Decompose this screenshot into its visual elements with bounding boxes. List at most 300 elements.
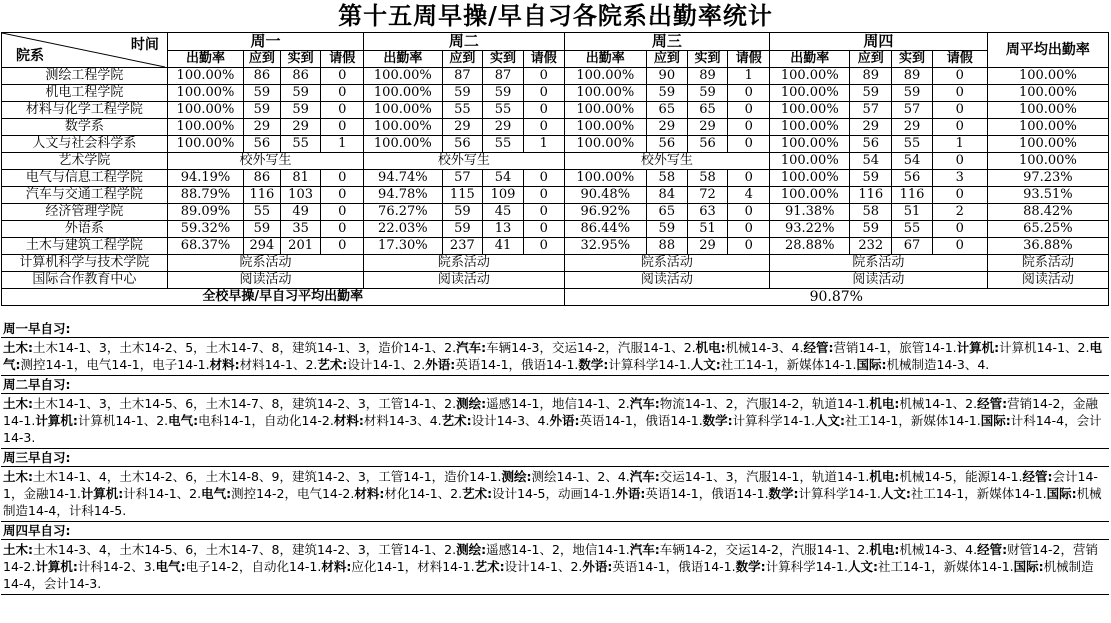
class-list: 计算科学14-1. (608, 357, 691, 372)
week-avg-header: 周平均出勤率 (987, 33, 1108, 68)
due-cell: 58 (850, 204, 892, 221)
due-cell: 59 (850, 221, 892, 238)
table-row (2, 153, 1109, 170)
present-cell: 54 (892, 153, 933, 170)
present-cell: 59 (892, 85, 933, 102)
table-row (2, 136, 1109, 153)
college-key: 国际: (1013, 559, 1044, 574)
rate-cell: 100.00% (770, 68, 850, 85)
class-list: 设计14-3、4. (471, 413, 550, 428)
college-key: 国际: (856, 357, 887, 372)
day-header-thu: 周四 (770, 33, 988, 51)
college-key: 测绘: (501, 469, 532, 484)
leave-cell: 3 (932, 170, 987, 187)
due-cell: 55 (442, 102, 483, 119)
class-list: 财管14-2，营销14-2. (3, 542, 1098, 574)
leave-cell: 0 (321, 68, 364, 85)
due-cell: 29 (850, 119, 892, 136)
schedule-body (1, 394, 1109, 449)
rate-cell: 100.00% (564, 119, 646, 136)
present-cell: 67 (892, 238, 933, 255)
rate-cell: 17.30% (364, 238, 442, 255)
leave-cell: 0 (321, 170, 364, 187)
rate-header: 出勤率 (167, 51, 243, 68)
present-cell: 59 (483, 85, 524, 102)
class-list: 材化14-1、2. (384, 486, 463, 501)
class-list: 土木14-1、3，土木14-5、6，土木14-7、8，建筑14-2、3，工管14-1、2. (33, 396, 457, 411)
self-study-schedule (1, 320, 1109, 595)
class-list: 计算科学14-1. (798, 486, 881, 501)
due-cell: 56 (850, 136, 892, 153)
rate-cell: 90.48% (564, 187, 646, 204)
class-list: 车辆14-2，交运14-2，汽服14-1、2. (659, 542, 870, 557)
leave-cell: 0 (523, 102, 564, 119)
rate-cell: 100.00% (364, 102, 442, 119)
table-row (2, 170, 1109, 187)
college-key: 外语: (425, 357, 456, 372)
due-cell: 88 (646, 238, 687, 255)
class-list: 土木14-1、4，土木14-2、6，土木14-8、9，建筑14-2、3，工管14-1，造价14-1. (33, 469, 502, 484)
rate-cell: 100.00% (167, 85, 243, 102)
rate-cell: 100.00% (564, 85, 646, 102)
due-cell: 54 (850, 153, 892, 170)
class-list: 计科14-2、3. (77, 559, 156, 574)
class-list: 设计14-1、2. (504, 559, 583, 574)
week-avg-cell: 100.00% (987, 153, 1108, 170)
college-key: 测绘: (456, 542, 487, 557)
class-list: 遥感14-1，地信14-1、2. (486, 396, 630, 411)
leave-cell: 0 (523, 85, 564, 102)
leave-cell: 0 (321, 119, 364, 136)
rate-cell: 100.00% (770, 170, 850, 187)
due-cell: 29 (244, 119, 281, 136)
class-list: 设计14-5，动画14-1. (492, 486, 616, 501)
rate-cell: 100.00% (167, 136, 243, 153)
merged-note: 校外写生 (564, 153, 770, 170)
due-cell: 29 (646, 119, 687, 136)
present-cell: 63 (687, 204, 728, 221)
rate-cell: 86.44% (564, 221, 646, 238)
college-key: 电气: (201, 486, 232, 501)
present-cell: 51 (687, 221, 728, 238)
due-cell: 59 (646, 85, 687, 102)
rate-cell: 91.38% (770, 204, 850, 221)
leave-cell: 0 (321, 221, 364, 238)
rate-cell: 100.00% (364, 85, 442, 102)
college-key: 土木: (3, 469, 33, 484)
present-cell: 103 (280, 187, 321, 204)
merged-note: 校外写生 (167, 153, 363, 170)
due-cell: 116 (850, 187, 892, 204)
class-list: 计科14-1、2. (123, 486, 202, 501)
present-cell: 54 (483, 170, 524, 187)
class-list: 英语14-1，俄语14-1. (645, 486, 769, 501)
rate-cell: 100.00% (364, 68, 442, 85)
college-key: 计算机: (80, 486, 124, 501)
college-key: 国际: (1046, 486, 1077, 501)
activity-note: 阅读活动 (564, 272, 770, 289)
merged-note: 校外写生 (364, 153, 564, 170)
schedule-body (1, 338, 1109, 376)
college-key: 测绘: (456, 396, 487, 411)
due-cell: 56 (442, 136, 483, 153)
activity-note: 院系活动 (770, 255, 988, 272)
rate-cell: 100.00% (167, 119, 243, 136)
college-key: 人文: (815, 413, 846, 428)
corner-cell (2, 33, 168, 68)
leave-cell: 1 (523, 136, 564, 153)
class-list: 应化14-1，材料14-1. (351, 559, 475, 574)
dept-name: 国际合作教育中心 (2, 272, 168, 289)
class-list: 机械14-5，能源14-1. (899, 469, 1023, 484)
college-key: 艺术: (317, 357, 348, 372)
activity-note: 院系活动 (564, 255, 770, 272)
rate-cell: 100.00% (364, 136, 442, 153)
leave-cell: 0 (321, 238, 364, 255)
leave-cell: 0 (728, 238, 770, 255)
due-cell: 86 (244, 68, 281, 85)
rate-cell: 89.09% (167, 204, 243, 221)
college-key: 材料: (209, 357, 240, 372)
rate-cell: 94.78% (364, 187, 442, 204)
summary-row (2, 289, 1109, 306)
rate-cell: 88.79% (167, 187, 243, 204)
day-header-tue: 周二 (364, 33, 564, 51)
due-cell: 59 (442, 204, 483, 221)
table-row (2, 68, 1109, 85)
college-key: 外语: (549, 413, 580, 428)
leave-cell: 0 (321, 187, 364, 204)
leave-cell: 0 (728, 136, 770, 153)
leave-cell: 0 (523, 204, 564, 221)
dept-name: 土木与建筑工程学院 (2, 238, 168, 255)
present-cell: 29 (687, 238, 728, 255)
due-header: 应到 (850, 51, 892, 68)
class-list: 土木14-3、4，土木14-5、6，土木14-7、8，建筑14-2、3，工管14-1、2. (33, 542, 457, 557)
college-key: 汽车: (629, 542, 660, 557)
dept-name: 材料与化学工程学院 (2, 102, 168, 119)
dept-name: 测绘工程学院 (2, 68, 168, 85)
college-key: 土木: (3, 396, 33, 411)
table-row (2, 102, 1109, 119)
table-row (2, 272, 1109, 289)
class-list: 电子14-2，自动化14-1. (185, 559, 322, 574)
class-list: 设计14-1、2. (347, 357, 426, 372)
due-cell: 58 (646, 170, 687, 187)
corner-time-label: 时间 (130, 37, 159, 53)
present-cell: 29 (483, 119, 524, 136)
leave-cell: 0 (932, 68, 987, 85)
rate-cell: 22.03% (364, 221, 442, 238)
table-row (2, 255, 1109, 272)
class-list: 机械14-1、2. (899, 396, 978, 411)
college-key: 汽车: (629, 469, 660, 484)
class-list: 社工14-1，新媒体14-1. (877, 559, 1014, 574)
college-key: 土木: (3, 340, 33, 355)
present-header: 实到 (280, 51, 321, 68)
college-key: 艺术: (441, 413, 472, 428)
class-list: 机械14-3、4. (899, 542, 978, 557)
rate-cell: 100.00% (364, 119, 442, 136)
week-avg-cell: 93.51% (987, 187, 1108, 204)
class-list: 社工14-1，新媒体14-1. (720, 357, 857, 372)
college-key: 艺术: (474, 559, 505, 574)
present-cell: 55 (892, 136, 933, 153)
present-header: 实到 (687, 51, 728, 68)
due-header: 应到 (442, 51, 483, 68)
due-cell: 237 (442, 238, 483, 255)
present-cell: 201 (280, 238, 321, 255)
rate-cell: 100.00% (770, 136, 850, 153)
leave-cell: 1 (728, 68, 770, 85)
class-list: 营销14-1，旅管14-1. (833, 340, 957, 355)
rate-cell: 100.00% (770, 153, 850, 170)
due-cell: 232 (850, 238, 892, 255)
class-list: 土木14-1、3，土木14-2、5，土木14-7、8，建筑14-1、3，造价14-1、2. (33, 340, 457, 355)
schedule-heading: 周三早自习: (1, 449, 1109, 467)
rate-cell: 100.00% (770, 102, 850, 119)
present-cell: 55 (483, 136, 524, 153)
due-cell: 89 (850, 68, 892, 85)
college-key: 经管: (803, 340, 834, 355)
rate-cell: 93.22% (770, 221, 850, 238)
leave-cell: 0 (932, 85, 987, 102)
class-list: 计算机14-1、2. (999, 340, 1090, 355)
present-cell: 55 (483, 102, 524, 119)
rate-header: 出勤率 (770, 51, 850, 68)
college-key: 汽车: (456, 340, 487, 355)
rate-cell: 100.00% (564, 68, 646, 85)
class-list: 英语14-1，俄语14-1. (612, 559, 736, 574)
college-key: 人文: (690, 357, 721, 372)
rate-cell: 96.92% (564, 204, 646, 221)
class-list: 测控14-1，电气14-1，电子14-1. (20, 357, 210, 372)
summary-label: 全校早操/早自习平均出勤率 (2, 289, 565, 306)
class-list: 计算科学14-1. (732, 413, 816, 428)
day-header-mon: 周一 (167, 33, 363, 51)
leave-cell: 1 (932, 136, 987, 153)
due-cell: 87 (442, 68, 483, 85)
dept-name: 经济管理学院 (2, 204, 168, 221)
class-list: 材料14-1、2. (239, 357, 318, 372)
due-cell: 59 (244, 102, 281, 119)
due-cell: 59 (442, 221, 483, 238)
leave-header: 请假 (932, 51, 987, 68)
college-key: 机电: (869, 542, 900, 557)
rate-cell: 68.37% (167, 238, 243, 255)
rate-cell: 100.00% (770, 85, 850, 102)
college-key: 外语: (615, 486, 646, 501)
activity-note: 院系活动 (167, 255, 363, 272)
present-cell: 55 (892, 221, 933, 238)
page-title: 第十五周早操/早自习各院系出勤率统计 (338, 1, 773, 30)
college-key: 计算机: (35, 413, 78, 428)
rate-cell: 100.00% (770, 187, 850, 204)
leave-cell: 0 (523, 170, 564, 187)
leave-cell: 2 (932, 204, 987, 221)
leave-cell: 0 (728, 204, 770, 221)
due-cell: 59 (244, 85, 281, 102)
schedule-heading: 周二早自习: (1, 376, 1109, 394)
schedule-heading: 周四早自习: (1, 522, 1109, 540)
present-cell: 58 (687, 170, 728, 187)
present-cell: 116 (892, 187, 933, 204)
present-cell: 55 (280, 136, 321, 153)
rate-cell: 100.00% (564, 102, 646, 119)
due-cell: 294 (244, 238, 281, 255)
present-cell: 41 (483, 238, 524, 255)
activity-note: 院系活动 (364, 255, 564, 272)
header-row-cols (2, 51, 1109, 68)
present-header: 实到 (892, 51, 933, 68)
leave-header: 请假 (523, 51, 564, 68)
header-row-days (2, 33, 1109, 51)
rate-cell: 100.00% (167, 102, 243, 119)
college-key: 电气: (155, 559, 186, 574)
college-key: 机电: (869, 469, 900, 484)
college-key: 计算机: (956, 340, 1000, 355)
leave-cell: 0 (932, 187, 987, 204)
due-cell: 84 (646, 187, 687, 204)
week-avg-cell: 65.25% (987, 221, 1108, 238)
week-avg-cell: 100.00% (987, 136, 1108, 153)
class-list: 遥感14-1、2，地信14-1. (486, 542, 630, 557)
college-key: 计算机: (35, 559, 78, 574)
rate-cell: 59.32% (167, 221, 243, 238)
dept-name: 汽车与交通工程学院 (2, 187, 168, 204)
present-cell: 35 (280, 221, 321, 238)
week-avg-cell: 97.23% (987, 170, 1108, 187)
leave-cell: 0 (728, 221, 770, 238)
college-key: 数学: (702, 413, 733, 428)
present-cell: 57 (892, 102, 933, 119)
due-cell: 90 (646, 68, 687, 85)
present-cell: 29 (892, 119, 933, 136)
college-key: 电气: (3, 340, 1102, 372)
college-key: 机电: (695, 340, 726, 355)
due-cell: 56 (244, 136, 281, 153)
leave-cell: 0 (523, 187, 564, 204)
rate-header: 出勤率 (364, 51, 442, 68)
college-key: 材料: (354, 486, 385, 501)
summary-value: 90.87% (564, 289, 1108, 306)
college-key: 机电: (869, 396, 900, 411)
attendance-table (1, 32, 1109, 306)
due-cell: 115 (442, 187, 483, 204)
dept-name: 数学系 (2, 119, 168, 136)
class-list: 计算科学14-1. (765, 559, 848, 574)
college-key: 材料: (333, 413, 364, 428)
rate-cell: 100.00% (564, 136, 646, 153)
schedule-body (1, 467, 1109, 522)
leave-cell: 0 (728, 102, 770, 119)
present-cell: 109 (483, 187, 524, 204)
dept-name: 电气与信息工程学院 (2, 170, 168, 187)
leave-cell: 4 (728, 187, 770, 204)
due-cell: 59 (850, 170, 892, 187)
leave-header: 请假 (728, 51, 770, 68)
leave-cell: 0 (932, 102, 987, 119)
leave-cell: 0 (728, 119, 770, 136)
due-cell: 55 (244, 204, 281, 221)
due-cell: 59 (442, 85, 483, 102)
leave-cell: 0 (523, 221, 564, 238)
leave-cell: 0 (728, 170, 770, 187)
class-list: 社工14-1，新媒体14-1. (845, 413, 981, 428)
class-list: 社工14-1，新媒体14-1. (910, 486, 1047, 501)
rate-cell: 100.00% (564, 170, 646, 187)
week-avg-cell: 100.00% (987, 102, 1108, 119)
week-avg-cell: 100.00% (987, 119, 1108, 136)
present-cell: 29 (687, 119, 728, 136)
present-cell: 65 (687, 102, 728, 119)
class-list: 计科14-4，会计14-3. (3, 413, 1102, 445)
corner-dept-label: 院系 (16, 48, 44, 64)
week-avg-cell: 100.00% (987, 85, 1108, 102)
schedule-body (1, 540, 1109, 595)
due-header: 应到 (646, 51, 687, 68)
class-list: 物流14-1、2，汽服14-2，轨道14-1. (659, 396, 870, 411)
class-list: 材料14-3、4. (363, 413, 442, 428)
class-list: 机械制造14-3、4. (886, 357, 990, 372)
leave-cell: 0 (321, 204, 364, 221)
present-cell: 59 (280, 85, 321, 102)
class-list: 测控14-2，电气14-2. (231, 486, 355, 501)
class-list: 机械14-3、4. (725, 340, 804, 355)
due-cell: 56 (646, 136, 687, 153)
present-header: 实到 (483, 51, 524, 68)
due-cell: 57 (850, 102, 892, 119)
present-cell: 81 (280, 170, 321, 187)
rate-cell: 100.00% (167, 68, 243, 85)
activity-note: 阅读活动 (770, 272, 988, 289)
college-key: 外语: (582, 559, 613, 574)
leave-cell: 0 (932, 153, 987, 170)
college-key: 国际: (980, 413, 1011, 428)
present-cell: 51 (892, 204, 933, 221)
class-list: 测绘14-1、2、4. (531, 469, 630, 484)
schedule-heading: 周一早自习: (1, 320, 1109, 338)
college-key: 经管: (977, 396, 1008, 411)
table-row (2, 119, 1109, 136)
leave-cell: 0 (523, 238, 564, 255)
college-key: 数学: (768, 486, 799, 501)
college-key: 数学: (578, 357, 609, 372)
present-cell: 45 (483, 204, 524, 221)
due-cell: 59 (850, 85, 892, 102)
college-key: 艺术: (462, 486, 493, 501)
rate-cell: 28.88% (770, 238, 850, 255)
class-list: 交运14-1、3，汽服14-1，轨道14-1. (659, 469, 870, 484)
present-cell: 89 (687, 68, 728, 85)
present-cell: 13 (483, 221, 524, 238)
present-cell: 29 (280, 119, 321, 136)
leave-cell: 0 (728, 85, 770, 102)
due-cell: 65 (646, 102, 687, 119)
due-cell: 59 (646, 221, 687, 238)
present-cell: 72 (687, 187, 728, 204)
present-cell: 56 (892, 170, 933, 187)
class-list: 营销14-2，金融14-1. (3, 396, 1098, 428)
activity-note: 阅读活动 (987, 272, 1108, 289)
due-cell: 29 (442, 119, 483, 136)
activity-note: 阅读活动 (167, 272, 363, 289)
present-cell: 87 (483, 68, 524, 85)
day-header-wed: 周三 (564, 33, 770, 51)
table-row (2, 238, 1109, 255)
activity-note: 院系活动 (987, 255, 1108, 272)
dept-name: 外语系 (2, 221, 168, 238)
